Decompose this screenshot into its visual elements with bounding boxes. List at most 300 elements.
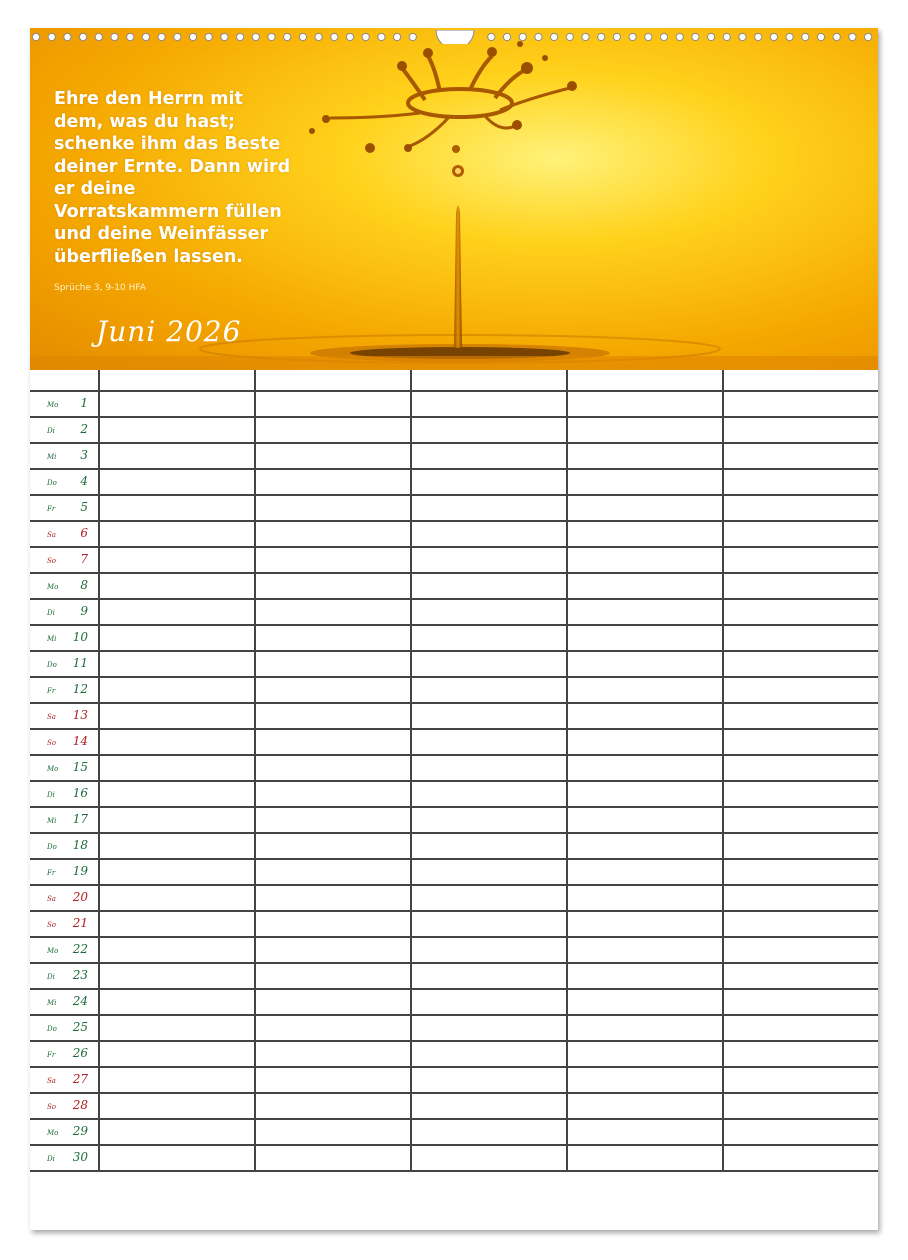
entry-cell[interactable] (567, 469, 723, 495)
entry-cell[interactable] (411, 547, 567, 573)
day-row (30, 1093, 878, 1119)
entry-cell[interactable] (723, 417, 878, 443)
binding-hole (849, 33, 856, 40)
entry-cell[interactable] (723, 1093, 878, 1119)
entry-cell[interactable] (567, 807, 723, 833)
entry-cell[interactable] (411, 443, 567, 469)
entry-cell[interactable] (567, 911, 723, 937)
entry-cell[interactable] (411, 573, 567, 599)
entry-cell[interactable] (567, 937, 723, 963)
entry-cell[interactable] (255, 625, 411, 651)
entry-cell[interactable] (567, 755, 723, 781)
day-label-cell (30, 937, 99, 963)
entry-cell[interactable] (411, 1015, 567, 1041)
day-number: 7 (80, 552, 88, 566)
header-corner-cell (30, 370, 99, 391)
day-row (30, 443, 878, 469)
entry-cell[interactable] (411, 469, 567, 495)
weekday-label: Sa (47, 531, 56, 539)
binding-hole (660, 33, 667, 40)
entry-cell[interactable] (411, 1041, 567, 1067)
day-label-cell (30, 677, 99, 703)
entry-cell[interactable] (99, 859, 255, 885)
entry-cell[interactable] (99, 1015, 255, 1041)
day-number: 11 (72, 656, 88, 670)
day-row (30, 1119, 878, 1145)
entry-cell[interactable] (723, 677, 878, 703)
day-row (30, 573, 878, 599)
day-label-cell (30, 963, 99, 989)
entry-cell[interactable] (723, 963, 878, 989)
entry-cell[interactable] (567, 677, 723, 703)
weekday-label: Fr (47, 687, 56, 695)
weekday-label: Mo (47, 1129, 59, 1137)
entry-cell[interactable] (255, 1041, 411, 1067)
day-number: 26 (72, 1046, 88, 1060)
day-label-cell (30, 625, 99, 651)
binding-hole (613, 33, 620, 40)
entry-cell[interactable] (567, 703, 723, 729)
day-row (30, 1015, 878, 1041)
entry-cell[interactable] (567, 1145, 723, 1171)
header-photo (30, 28, 878, 370)
entry-cell[interactable] (99, 547, 255, 573)
weekday-label: Sa (47, 895, 56, 903)
day-row (30, 599, 878, 625)
entry-cell[interactable] (255, 729, 411, 755)
day-label-cell (30, 833, 99, 859)
entry-cell[interactable] (99, 521, 255, 547)
binding-hole (503, 33, 510, 40)
day-number: 1 (80, 396, 88, 410)
day-number: 10 (72, 630, 88, 644)
day-number: 4 (80, 474, 88, 488)
day-row (30, 833, 878, 859)
entry-cell[interactable] (411, 521, 567, 547)
entry-cell[interactable] (567, 1093, 723, 1119)
weekday-label: So (47, 1103, 57, 1111)
entry-cell[interactable] (255, 885, 411, 911)
day-row (30, 1067, 878, 1093)
binding-hole (488, 33, 495, 40)
weekday-label: Mi (47, 635, 57, 643)
entry-cell[interactable] (255, 859, 411, 885)
entry-cell[interactable] (255, 937, 411, 963)
entry-cell[interactable] (255, 1015, 411, 1041)
entry-cell[interactable] (255, 911, 411, 937)
column-header-cell[interactable] (99, 370, 255, 391)
day-number: 20 (72, 890, 88, 904)
day-row (30, 885, 878, 911)
weekday-label: Di (47, 791, 55, 799)
day-label-cell (30, 469, 99, 495)
day-number: 13 (72, 708, 88, 722)
day-label-cell (30, 755, 99, 781)
entry-cell[interactable] (411, 859, 567, 885)
entry-cell[interactable] (411, 833, 567, 859)
verse-reference: Sprüche 3, 9-10 HFA (54, 283, 146, 293)
binding-hole (315, 33, 322, 40)
day-row (30, 677, 878, 703)
entry-cell[interactable] (723, 1041, 878, 1067)
binding-hole (394, 33, 401, 40)
entry-cell[interactable] (255, 677, 411, 703)
grid-header-row (30, 370, 878, 391)
entry-cell[interactable] (255, 547, 411, 573)
entry-cell[interactable] (99, 469, 255, 495)
entry-cell[interactable] (723, 651, 878, 677)
binding-hole (142, 33, 149, 40)
weekday-label: Mi (47, 817, 57, 825)
entry-cell[interactable] (255, 703, 411, 729)
weekday-label: Mo (47, 947, 59, 955)
entry-cell[interactable] (99, 833, 255, 859)
entry-cell[interactable] (255, 443, 411, 469)
entry-cell[interactable] (411, 625, 567, 651)
entry-cell[interactable] (99, 573, 255, 599)
entry-cell[interactable] (723, 521, 878, 547)
entry-cell[interactable] (723, 989, 878, 1015)
entry-cell[interactable] (99, 911, 255, 937)
entry-cell[interactable] (567, 651, 723, 677)
binding-hole (127, 33, 134, 40)
column-header-cell[interactable] (411, 370, 567, 391)
entry-cell[interactable] (99, 495, 255, 521)
entry-cell[interactable] (567, 547, 723, 573)
binding-hole (252, 33, 259, 40)
day-number: 25 (72, 1020, 88, 1034)
entry-cell[interactable] (723, 495, 878, 521)
day-label-cell (30, 1041, 99, 1067)
weekday-label: Mi (47, 453, 57, 461)
entry-cell[interactable] (99, 937, 255, 963)
entry-cell[interactable] (255, 755, 411, 781)
binding-hole (174, 33, 181, 40)
entry-cell[interactable] (567, 391, 723, 417)
entry-cell[interactable] (567, 859, 723, 885)
entry-cell[interactable] (411, 937, 567, 963)
entry-cell[interactable] (567, 599, 723, 625)
entry-cell[interactable] (567, 1015, 723, 1041)
entry-cell[interactable] (99, 625, 255, 651)
day-row (30, 755, 878, 781)
entry-cell[interactable] (567, 625, 723, 651)
entry-cell[interactable] (255, 573, 411, 599)
entry-cell[interactable] (567, 781, 723, 807)
entry-cell[interactable] (723, 391, 878, 417)
weekday-label: Mo (47, 583, 59, 591)
binding-hole (802, 33, 809, 40)
entry-cell[interactable] (567, 573, 723, 599)
entry-cell[interactable] (411, 495, 567, 521)
entry-cell[interactable] (567, 417, 723, 443)
day-label-cell (30, 651, 99, 677)
binding-hole (645, 33, 652, 40)
binding-hole (519, 33, 526, 40)
weekday-label: Mo (47, 765, 59, 773)
entry-cell[interactable] (99, 1093, 255, 1119)
day-row (30, 625, 878, 651)
entry-cell[interactable] (255, 1093, 411, 1119)
entry-cell[interactable] (255, 1067, 411, 1093)
binding-hole (189, 33, 196, 40)
binding-hole (535, 33, 542, 40)
entry-cell[interactable] (255, 1145, 411, 1171)
entry-cell[interactable] (723, 833, 878, 859)
entry-cell[interactable] (567, 963, 723, 989)
weekday-label: Mo (47, 401, 59, 409)
entry-cell[interactable] (99, 599, 255, 625)
binding-hole (692, 33, 699, 40)
day-label-cell (30, 521, 99, 547)
day-row (30, 963, 878, 989)
column-header-cell[interactable] (723, 370, 878, 391)
entry-cell[interactable] (99, 1041, 255, 1067)
entry-cell[interactable] (723, 703, 878, 729)
binding-hole (566, 33, 573, 40)
binding-hole (817, 33, 824, 40)
day-row (30, 859, 878, 885)
entry-cell[interactable] (99, 651, 255, 677)
entry-cell[interactable] (411, 391, 567, 417)
entry-cell[interactable] (411, 781, 567, 807)
entry-cell[interactable] (723, 625, 878, 651)
day-label-cell (30, 989, 99, 1015)
hanger-notch (436, 30, 474, 44)
entry-cell[interactable] (99, 807, 255, 833)
binding-hole (299, 33, 306, 40)
weekday-label: Fr (47, 505, 56, 513)
entry-cell[interactable] (411, 1145, 567, 1171)
entry-cell[interactable] (411, 885, 567, 911)
entry-cell[interactable] (99, 755, 255, 781)
entry-cell[interactable] (567, 495, 723, 521)
day-number: 14 (72, 734, 88, 748)
entry-cell[interactable] (411, 729, 567, 755)
entry-cell[interactable] (411, 807, 567, 833)
entry-cell[interactable] (723, 599, 878, 625)
entry-cell[interactable] (99, 729, 255, 755)
entry-cell[interactable] (411, 677, 567, 703)
weekday-label: So (47, 739, 57, 747)
entry-cell[interactable] (255, 1119, 411, 1145)
entry-cell[interactable] (99, 781, 255, 807)
day-row (30, 911, 878, 937)
entry-cell[interactable] (723, 911, 878, 937)
day-number: 21 (72, 916, 88, 930)
binding-hole (111, 33, 118, 40)
day-number: 22 (72, 942, 88, 956)
planner-grid (30, 370, 878, 1172)
entry-cell[interactable] (411, 703, 567, 729)
entry-cell[interactable] (723, 469, 878, 495)
calendar-page (30, 28, 878, 1230)
entry-cell[interactable] (723, 573, 878, 599)
entry-cell[interactable] (411, 911, 567, 937)
entry-cell[interactable] (411, 417, 567, 443)
binding-hole (80, 33, 87, 40)
entry-cell[interactable] (723, 1067, 878, 1093)
weekday-label: Di (47, 609, 55, 617)
bible-verse-text: Ehre den Herrn mit dem, was du hast; schenke ihm das Beste deiner Ernte. Dann wird er deine Vorratskammern füllen und deine Weinfässer überfließen lassen. (54, 89, 291, 267)
entry-cell[interactable] (255, 521, 411, 547)
entry-cell[interactable] (411, 963, 567, 989)
day-row (30, 807, 878, 833)
day-label-cell (30, 1067, 99, 1093)
day-number: 18 (72, 838, 88, 852)
binding-hole (331, 33, 338, 40)
entry-cell[interactable] (255, 989, 411, 1015)
day-label-cell (30, 703, 99, 729)
entry-cell[interactable] (723, 547, 878, 573)
entry-cell[interactable] (255, 833, 411, 859)
column-header-cell[interactable] (255, 370, 411, 391)
entry-cell[interactable] (99, 989, 255, 1015)
entry-cell[interactable] (411, 1119, 567, 1145)
entry-cell[interactable] (255, 469, 411, 495)
day-row (30, 781, 878, 807)
day-label-cell (30, 391, 99, 417)
entry-cell[interactable] (723, 1145, 878, 1171)
entry-cell[interactable] (99, 1067, 255, 1093)
day-row (30, 729, 878, 755)
binding-hole (739, 33, 746, 40)
day-number: 12 (72, 682, 88, 696)
weekday-label: Sa (47, 1077, 56, 1085)
entry-cell[interactable] (255, 599, 411, 625)
column-header-cell[interactable] (567, 370, 723, 391)
binding-hole (676, 33, 683, 40)
day-label-cell (30, 443, 99, 469)
day-label-cell (30, 859, 99, 885)
day-number: 3 (80, 448, 88, 462)
binding-hole (95, 33, 102, 40)
entry-cell[interactable] (255, 963, 411, 989)
day-number: 24 (72, 994, 88, 1008)
weekday-label: Di (47, 427, 55, 435)
entry-cell[interactable] (411, 755, 567, 781)
day-label-cell (30, 1145, 99, 1171)
day-row (30, 937, 878, 963)
binding-hole (708, 33, 715, 40)
weekday-label: Di (47, 973, 55, 981)
day-label-cell (30, 729, 99, 755)
entry-cell[interactable] (99, 443, 255, 469)
binding-hole (284, 33, 291, 40)
entry-cell[interactable] (255, 391, 411, 417)
binding-hole (755, 33, 762, 40)
day-label-cell (30, 807, 99, 833)
entry-cell[interactable] (255, 417, 411, 443)
entry-cell[interactable] (567, 989, 723, 1015)
day-number: 17 (72, 812, 88, 826)
entry-cell[interactable] (411, 651, 567, 677)
entry-cell[interactable] (99, 677, 255, 703)
binding-hole (346, 33, 353, 40)
binding-hole (786, 33, 793, 40)
entry-cell[interactable] (723, 859, 878, 885)
binding-hole (598, 33, 605, 40)
weekday-label: Di (47, 1155, 55, 1163)
entry-cell[interactable] (567, 521, 723, 547)
entry-cell[interactable] (723, 1015, 878, 1041)
entry-cell[interactable] (723, 885, 878, 911)
entry-cell[interactable] (255, 495, 411, 521)
entry-cell[interactable] (99, 885, 255, 911)
binding-hole (205, 33, 212, 40)
day-label-cell (30, 1093, 99, 1119)
binding-hole (221, 33, 228, 40)
entry-cell[interactable] (567, 1067, 723, 1093)
entry-cell[interactable] (99, 963, 255, 989)
day-label-cell (30, 573, 99, 599)
entry-cell[interactable] (567, 833, 723, 859)
spiral-binding (30, 30, 878, 44)
binding-hole (158, 33, 165, 40)
entry-cell[interactable] (567, 443, 723, 469)
day-number: 2 (80, 422, 88, 436)
entry-cell[interactable] (723, 729, 878, 755)
entry-cell[interactable] (567, 885, 723, 911)
entry-cell[interactable] (567, 1041, 723, 1067)
day-row (30, 391, 878, 417)
entry-cell[interactable] (411, 1093, 567, 1119)
weekday-label: Sa (47, 713, 56, 721)
entry-cell[interactable] (99, 1119, 255, 1145)
day-number: 6 (80, 526, 88, 540)
binding-hole (362, 33, 369, 40)
entry-cell[interactable] (567, 1119, 723, 1145)
day-number: 9 (80, 604, 88, 618)
day-row (30, 469, 878, 495)
entry-cell[interactable] (255, 807, 411, 833)
weekday-label: Fr (47, 869, 56, 877)
day-label-cell (30, 1119, 99, 1145)
entry-cell[interactable] (99, 391, 255, 417)
entry-cell[interactable] (411, 599, 567, 625)
entry-cell[interactable] (723, 443, 878, 469)
entry-cell[interactable] (567, 729, 723, 755)
weekday-label: Do (47, 479, 57, 487)
entry-cell[interactable] (723, 937, 878, 963)
day-number: 15 (72, 760, 88, 774)
day-label-cell (30, 781, 99, 807)
day-label-cell (30, 547, 99, 573)
entry-cell[interactable] (411, 989, 567, 1015)
day-number: 16 (72, 786, 88, 800)
day-number: 28 (72, 1098, 88, 1112)
day-row (30, 651, 878, 677)
binding-hole (32, 33, 39, 40)
entry-cell[interactable] (723, 807, 878, 833)
entry-cell[interactable] (723, 1119, 878, 1145)
weekday-label: Do (47, 661, 57, 669)
binding-hole (833, 33, 840, 40)
entry-cell[interactable] (99, 417, 255, 443)
entry-cell[interactable] (255, 651, 411, 677)
entry-cell[interactable] (99, 703, 255, 729)
binding-hole (378, 33, 385, 40)
day-number: 27 (72, 1072, 88, 1086)
entry-cell[interactable] (723, 755, 878, 781)
day-label-cell (30, 911, 99, 937)
weekday-label: Do (47, 843, 57, 851)
entry-cell[interactable] (99, 1145, 255, 1171)
entry-cell[interactable] (255, 781, 411, 807)
entry-cell[interactable] (723, 781, 878, 807)
weekday-label: Fr (47, 1051, 56, 1059)
entry-cell[interactable] (411, 1067, 567, 1093)
